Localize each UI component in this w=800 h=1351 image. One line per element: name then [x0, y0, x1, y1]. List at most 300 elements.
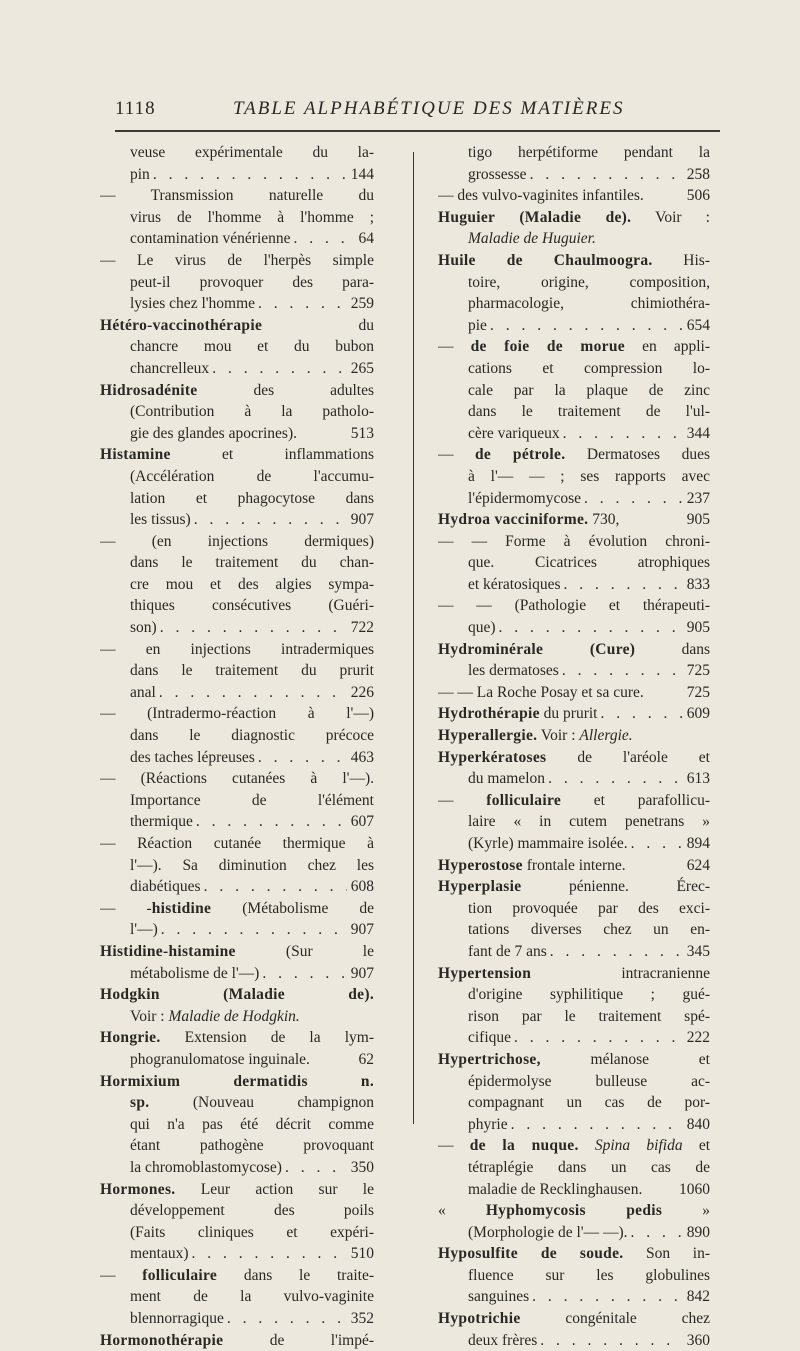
- leader-dots: [560, 423, 683, 445]
- entry-line: [100, 207, 374, 229]
- entry-text: [468, 617, 496, 639]
- entry-line: [100, 250, 374, 272]
- page-reference: 613: [686, 770, 710, 788]
- entry-text: [468, 488, 581, 510]
- page-reference: 905: [686, 511, 710, 529]
- leader-dots: [156, 682, 347, 704]
- page-reference: 360: [686, 1331, 710, 1349]
- entry-prefix: —: [100, 1266, 143, 1284]
- entry-text-run: anal: [130, 683, 156, 701]
- entry-line: [438, 531, 710, 553]
- entry-line: [438, 941, 710, 963]
- page-reference: 833: [686, 575, 710, 593]
- page-reference: 725: [686, 683, 710, 701]
- entry-text: [130, 1308, 224, 1330]
- entry-text: [438, 682, 644, 704]
- entry-line: [100, 725, 374, 747]
- leader-dots: [597, 703, 682, 725]
- entry-line: [100, 315, 374, 337]
- entry-text-run: (Kyrle) mammaire isolée.: [468, 835, 628, 852]
- leader-dots: [628, 1222, 683, 1244]
- entry-text-run: pie: [468, 316, 487, 334]
- page-number: 1118: [115, 98, 156, 119]
- entry-line: [438, 617, 710, 639]
- entry-line: [438, 488, 710, 510]
- entry-text: [130, 164, 150, 186]
- entry-line: [438, 207, 710, 229]
- entry-line: [438, 1027, 710, 1049]
- page-reference: 222: [686, 1029, 710, 1047]
- entry-text: [130, 682, 156, 704]
- entry-line: [100, 531, 374, 553]
- index-entry: [100, 1179, 374, 1265]
- leader-dots: [259, 963, 346, 985]
- entry-text: [130, 293, 255, 315]
- entry-line: [438, 250, 710, 272]
- page-reference: 513: [350, 424, 374, 442]
- entry-text-run: (Contribution à la patholo-: [130, 403, 374, 421]
- entry-text-run: phyrie: [468, 1115, 508, 1133]
- entry-term: Hongrie.: [100, 1029, 161, 1047]
- entry-text-run: diabétiques: [130, 878, 201, 896]
- page-reference: 1060: [679, 1180, 710, 1198]
- entry-text-run: 730,: [588, 511, 620, 529]
- entry-text-run: des adultes: [197, 381, 374, 399]
- entry-line: [100, 941, 374, 963]
- index-entry: [100, 639, 374, 704]
- entry-line: [438, 768, 710, 790]
- entry-text: [468, 768, 545, 790]
- entry-line: [438, 444, 710, 466]
- entry-line: [100, 1330, 374, 1351]
- entry-term: Hétéro-vaccinothérapie: [100, 316, 263, 334]
- index-entry: [438, 790, 710, 855]
- entry-line: [100, 1092, 374, 1114]
- page-reference: 265: [350, 359, 374, 377]
- entry-text: [130, 747, 255, 769]
- entry-term: Huile de Chaulmoogra.: [438, 251, 653, 269]
- entry-line: [438, 380, 710, 402]
- entry-text: [130, 358, 209, 380]
- entry-line: [438, 142, 710, 164]
- entry-crossref: Maladie de Hodgkin.: [168, 1007, 300, 1025]
- entry-text-run: blennorragique: [130, 1310, 224, 1328]
- entry-text-run: fluence sur les globulines: [468, 1266, 710, 1284]
- entry-line: [438, 1265, 710, 1287]
- entry-text-run: du prurit: [539, 705, 598, 723]
- entry-text: [130, 1157, 282, 1179]
- entry-term: histidine: [151, 899, 212, 917]
- entry-line: [438, 833, 710, 855]
- entry-line: [100, 919, 374, 941]
- entry-line: [100, 1265, 374, 1287]
- leader-dots: [537, 1330, 682, 1351]
- entry-term: folliculaire: [142, 1266, 218, 1284]
- index-entry: [100, 703, 374, 768]
- leader-dots: [547, 941, 683, 963]
- entry-text-run: compagnant un cas de por-: [468, 1094, 710, 1112]
- entry-line: [438, 660, 710, 682]
- page-reference: 258: [686, 165, 710, 183]
- entry-text-run: — Réaction cutanée thermique à: [100, 835, 374, 852]
- entry-term: Hypertension: [438, 964, 532, 982]
- page-reference: 62: [358, 1050, 374, 1068]
- index-entry: [438, 185, 710, 207]
- leader-dots: [193, 811, 347, 833]
- right-column: [438, 142, 710, 1351]
- entry-text: [468, 833, 628, 855]
- entry-text-run: deux frères: [468, 1331, 538, 1349]
- entry-text-run: (Nouveau champignon: [149, 1094, 374, 1112]
- page-reference: 609: [686, 705, 710, 723]
- page-reference: 144: [350, 165, 374, 183]
- entry-line: [100, 228, 374, 250]
- entry-text-run: pharmacologie, chimiothéra-: [468, 295, 710, 313]
- entry-line: [438, 1308, 710, 1330]
- entry-term: Hidrosadénite: [100, 381, 198, 399]
- entry-line: [100, 747, 374, 769]
- entry-line: [438, 855, 710, 877]
- entry-text-run: épidermolyse bulleuse ac-: [468, 1072, 710, 1090]
- entry-line: [438, 1222, 710, 1244]
- entry-text-run: gie des glandes apocrines).: [130, 424, 297, 442]
- leader-dots: [508, 1114, 683, 1136]
- entry-text-run: la chromoblastomycose): [130, 1158, 282, 1176]
- entry-text-run: des taches lépreuses: [130, 748, 255, 766]
- page-reference: 237: [686, 489, 710, 507]
- index-entry: [100, 142, 374, 185]
- index-entry: [438, 855, 710, 877]
- entry-line: [100, 142, 374, 164]
- entry-text-run: — des vulvo-vaginites infantiles.: [438, 187, 644, 205]
- leader-dots: [527, 164, 683, 186]
- entry-line: [438, 1092, 710, 1114]
- entry-text-run: et kératosiques: [468, 575, 561, 593]
- entry-text-run: les tissus): [130, 511, 191, 529]
- entry-text: [468, 315, 487, 337]
- index-entry: [438, 876, 710, 962]
- index-entry: [438, 509, 710, 531]
- entry-crossref: Maladie de Huguier.: [468, 230, 596, 248]
- leader-dots: [224, 1308, 347, 1330]
- leader-dots: [581, 488, 683, 510]
- entry-line: [438, 1135, 710, 1157]
- page-reference: 64: [358, 230, 374, 248]
- entry-term: Hypertrichose,: [438, 1050, 541, 1068]
- entry-line: [438, 1071, 710, 1093]
- entry-text-run: mentaux): [130, 1245, 189, 1263]
- page-reference: 725: [686, 662, 710, 680]
- entry-text-run: sanguines: [468, 1288, 530, 1306]
- entry-text: [130, 617, 157, 639]
- entry-text-run: cère variqueux: [468, 424, 560, 442]
- entry-text: [130, 423, 297, 445]
- entry-line: [100, 185, 374, 207]
- entry-text-run: en appli-: [624, 338, 710, 356]
- entry-line: [100, 1200, 374, 1222]
- entry-line: [100, 1071, 374, 1093]
- page-reference: 890: [686, 1223, 710, 1241]
- entry-line: [438, 401, 710, 423]
- index-entry: [438, 747, 710, 790]
- entry-text-run: pin: [130, 165, 150, 183]
- entry-prefix: —: [438, 446, 476, 464]
- entry-text-run: grossesse: [468, 165, 527, 183]
- page-reference: 352: [350, 1310, 374, 1328]
- page-reference: 905: [686, 619, 710, 637]
- index-entry: [438, 682, 710, 704]
- leader-dots: [157, 617, 347, 639]
- entry-text-run: Importance de l'élément: [130, 791, 374, 809]
- entry-line: [100, 1049, 374, 1071]
- entry-text-run: maladie de Recklinghausen.: [468, 1180, 643, 1198]
- entry-line: [100, 1222, 374, 1244]
- entry-text-run: qui n'a pas été décrit comme: [130, 1115, 374, 1133]
- index-entry: [438, 1200, 710, 1243]
- entry-text-run: l'épidermomycose: [468, 489, 581, 507]
- entry-term: Hydrominérale (Cure): [438, 640, 636, 658]
- entry-text-run: cale par la plaque de zinc: [468, 381, 710, 399]
- leader-dots: [496, 617, 683, 639]
- leader-dots: [628, 833, 683, 855]
- entry-line: [438, 790, 710, 812]
- entry-prefix: — -: [100, 899, 152, 917]
- index-entry: [438, 1135, 710, 1200]
- entry-line: [100, 164, 374, 186]
- entry-text-run: que. Cicatrices atrophiques: [468, 554, 710, 572]
- entry-line: [438, 315, 710, 337]
- entry-text: [468, 1330, 537, 1351]
- entry-line: [100, 984, 374, 1006]
- entry-term: de pétrole.: [475, 446, 566, 464]
- entry-text-run: que): [468, 619, 496, 637]
- left-column: [100, 142, 374, 1351]
- entry-text-run: l'—): [130, 921, 158, 939]
- leader-dots: [189, 1243, 347, 1265]
- entry-line: [100, 963, 374, 985]
- entry-line: [100, 703, 374, 725]
- entry-text-run: — en injections intradermiques: [100, 640, 374, 658]
- entry-text-run: à l'— — ; ses rapports avec: [468, 467, 710, 485]
- entry-text-run: (Accélération de l'accumu-: [130, 467, 374, 485]
- entry-text-run: cre mou et des algies sympa-: [130, 575, 374, 593]
- entry-line: [100, 444, 374, 466]
- entry-line: [438, 1114, 710, 1136]
- entry-line: [100, 811, 374, 833]
- entry-text-run: et parafollicu-: [561, 791, 710, 809]
- entry-text-run: — Le virus de l'herpès simple: [100, 251, 374, 269]
- entry-term: Histidine-histamine: [100, 942, 236, 960]
- entry-line: [438, 574, 710, 596]
- entry-text: [130, 509, 191, 531]
- page-reference: 654: [686, 316, 710, 334]
- leader-dots: [150, 164, 347, 186]
- index-entry: [438, 531, 710, 596]
- entry-line: [100, 1114, 374, 1136]
- index-entry: [100, 250, 374, 315]
- entry-text-run: laire « in cutem penetrans »: [468, 813, 710, 831]
- entry-line: [100, 509, 374, 531]
- index-entry: [438, 336, 710, 444]
- entry-line: [100, 768, 374, 790]
- index-entry: [100, 833, 374, 898]
- entry-crossref: Spina bifida: [594, 1137, 683, 1155]
- entry-text: [468, 574, 561, 596]
- entry-line: [100, 595, 374, 617]
- entry-line: [100, 358, 374, 380]
- entry-text-run: dans: [635, 640, 710, 658]
- entry-text-run: congénitale chez: [520, 1310, 710, 1328]
- index-entry: [100, 984, 374, 1027]
- index-entry: [100, 898, 374, 941]
- entry-text-run: peut-il provoquer des para-: [130, 273, 374, 291]
- entry-line: [100, 898, 374, 920]
- entry-text-run: dans le traitement de l'ul-: [468, 403, 710, 421]
- entry-line: [438, 552, 710, 574]
- leader-dots: [255, 747, 347, 769]
- entry-term: Histamine: [100, 446, 171, 464]
- entry-text-run: son): [130, 619, 157, 637]
- entry-line: [100, 1179, 374, 1201]
- index-entry: [438, 1049, 710, 1135]
- index-entry: [100, 531, 374, 639]
- page-reference: 722: [350, 619, 374, 637]
- index-entry: [438, 444, 710, 509]
- entry-line: [438, 1200, 710, 1222]
- entry-term: Hormones.: [100, 1180, 176, 1198]
- index-entry: [100, 1071, 374, 1179]
- entry-text-run: et: [682, 1137, 710, 1155]
- entry-text-run: du mamelon: [468, 770, 546, 788]
- entry-text-run: étant pathogène provoquant: [130, 1137, 374, 1155]
- index-entry: [438, 595, 710, 638]
- page-reference: 907: [350, 921, 374, 939]
- page-reference: 344: [686, 424, 710, 442]
- entry-text: [130, 963, 259, 985]
- entry-text-run: (Morphologie de l'— —).: [468, 1223, 628, 1241]
- index-entry: [438, 1308, 710, 1351]
- index-entry: [438, 639, 710, 682]
- page-reference: 510: [350, 1245, 374, 1263]
- entry-text: [468, 660, 559, 682]
- index-entry: [100, 1265, 374, 1330]
- entry-text-run: thiques consécutives (Guéri-: [130, 597, 374, 615]
- entry-text-run: d'origine syphilitique ; gué-: [468, 986, 710, 1004]
- header-rule: [115, 130, 720, 132]
- entry-term: Hydroa vacciniforme.: [438, 511, 589, 529]
- entry-text-run: cifique: [468, 1029, 512, 1047]
- entry-text: [130, 1243, 189, 1265]
- entry-text-run: et inflammations: [170, 446, 374, 464]
- entry-text: [438, 703, 597, 725]
- index-entry: [438, 703, 710, 725]
- index-entry: [100, 1330, 374, 1351]
- entry-term: sp.: [130, 1094, 150, 1112]
- entry-term: Hyperkératoses: [438, 748, 547, 766]
- entry-text-run: dans le traite-: [217, 1266, 374, 1284]
- leader-dots: [529, 1286, 683, 1308]
- entry-text-run: lysies chez l'homme: [130, 295, 256, 313]
- entry-text-run: (Faits cliniques et expéri-: [130, 1223, 374, 1241]
- leader-dots: [201, 876, 347, 898]
- page-reference: 608: [350, 878, 374, 896]
- index-entry: [100, 941, 374, 984]
- entry-text-run: Leur action sur le: [175, 1180, 374, 1198]
- entry-line: [438, 703, 710, 725]
- entry-text-run: toire, origine, composition,: [468, 273, 710, 291]
- entry-text: [130, 228, 291, 250]
- entry-text-run: His-: [652, 251, 710, 269]
- leader-dots: [561, 574, 683, 596]
- entry-text-run: du: [262, 316, 374, 334]
- entry-text: [468, 1286, 529, 1308]
- entry-text-run: — Transmission naturelle du: [100, 187, 374, 205]
- entry-line: [100, 1243, 374, 1265]
- index-entry: [438, 1243, 710, 1308]
- leader-dots: [545, 768, 683, 790]
- page-reference: 840: [686, 1115, 710, 1133]
- entry-text-run: de l'impé-: [223, 1331, 374, 1349]
- entry-text-run: — — La Roche Posay et sa cure.: [438, 683, 644, 701]
- entry-line: [100, 876, 374, 898]
- entry-term: Hyperallergie.: [438, 727, 538, 745]
- entry-line: [100, 1157, 374, 1179]
- index-entry: [438, 142, 710, 185]
- entry-prefix: —: [438, 791, 487, 809]
- entry-text: [468, 1114, 508, 1136]
- entry-text-run: de l'aréole et: [546, 748, 710, 766]
- entry-line: [100, 1135, 374, 1157]
- leader-dots: [158, 919, 347, 941]
- entry-text-run: ment de la vulvo-vaginite: [130, 1288, 374, 1306]
- entry-text-run: frontale interne.: [522, 856, 626, 874]
- entry-line: [100, 401, 374, 423]
- entry-line: [438, 272, 710, 294]
- entry-text: [130, 876, 201, 898]
- index-entry: [438, 250, 710, 336]
- entry-text-run: thermique: [130, 813, 193, 831]
- leader-dots: [191, 509, 347, 531]
- entry-line: [438, 336, 710, 358]
- entry-line: [438, 811, 710, 833]
- entry-term: Hydrothérapie: [438, 705, 540, 723]
- entry-line: [438, 509, 710, 531]
- entry-line: [438, 984, 710, 1006]
- entry-text-run: — (Réactions cutanées à l'—).: [100, 770, 374, 788]
- entry-line: [100, 1286, 374, 1308]
- entry-text-run: — — Forme à évolution chroni-: [438, 532, 710, 550]
- entry-line: [100, 660, 374, 682]
- entry-text-run: Dermatoses dues: [565, 446, 710, 464]
- entry-line: [100, 423, 374, 445]
- entry-text: [468, 1027, 511, 1049]
- entry-text-run: lation et phagocytose dans: [130, 489, 374, 507]
- entry-text-run: fant de 7 ans: [468, 942, 547, 960]
- entry-text: [468, 164, 527, 186]
- entry-text-run: (Métabolisme de: [211, 899, 374, 917]
- entry-line: [438, 358, 710, 380]
- entry-prefix: «: [438, 1202, 486, 1220]
- entry-text-run: tigo herpétiforme pendant la: [468, 144, 710, 161]
- leader-dots: [255, 293, 347, 315]
- entry-text-run: pénienne. Érec-: [521, 878, 710, 896]
- entry-line: [100, 336, 374, 358]
- entry-line: [100, 488, 374, 510]
- entry-line: [438, 963, 710, 985]
- entry-line: [100, 574, 374, 596]
- entry-line: [100, 682, 374, 704]
- page-reference: 624: [686, 856, 710, 874]
